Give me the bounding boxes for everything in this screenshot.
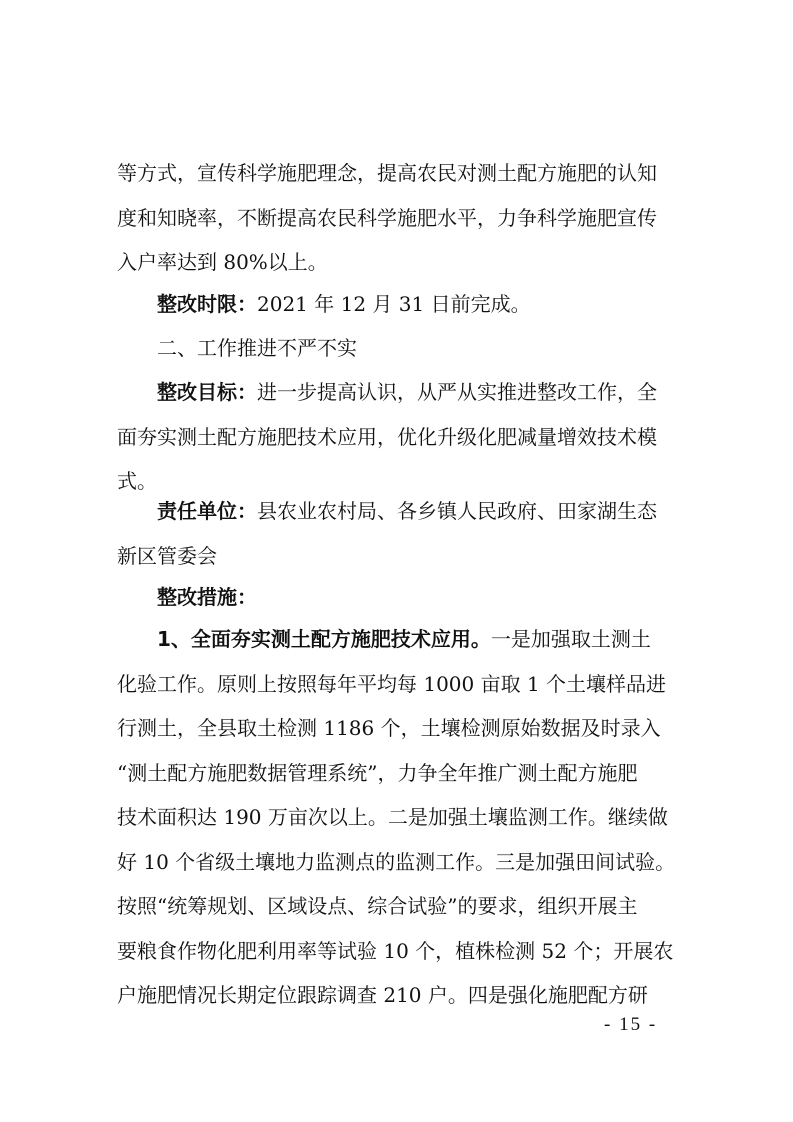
text-line (117, 489, 679, 534)
text-line: 式。 (117, 469, 157, 493)
goal-text: 进一步提高认识，从严从实推进整改工作，全 (257, 380, 657, 404)
text-line (117, 617, 679, 662)
section-title: 二、工作推进不严不实 (157, 336, 357, 360)
measures-label: 整改措施： (157, 585, 257, 609)
text-line (117, 370, 679, 415)
measure-one-text: 一是加强取土测土 (490, 627, 651, 651)
section-two-heading (117, 326, 679, 371)
text-line: 度和知晓率，不断提高农民科学施肥水平，力争科学施肥宣传 (117, 205, 657, 230)
text-line: 入户率达到 80%以上。 (117, 250, 328, 274)
text-line: 按照“统筹规划、区域设点、综合试验”的要求，组织开展主 (117, 894, 638, 918)
text-line: 要粮食作物化肥利用率等试验 10 个，植株检测 52 个；开展农 (117, 938, 674, 963)
responsible-text: 县农业农村局、各乡镇人民政府、田家湖生态 (257, 499, 657, 523)
text-line: 化验工作。原则上按照每年平均每 1000 亩取 1 个土壤样品进 (117, 671, 667, 696)
text-line: 面夯实测土配方施肥技术应用，优化升级化肥减量增效技术模 (117, 424, 657, 449)
page-number: - 15 - (604, 1014, 658, 1035)
measures-heading (117, 575, 679, 620)
intro-paragraph (117, 151, 679, 285)
text-line: 行测土，全县取土检测 1186 个，土壤检测原始数据及时录入 (117, 716, 661, 740)
text-line: 技术面积达 190 万亩次以上。二是加强土壤监测工作。继续做 (117, 805, 668, 829)
text-line: 好 10 个省级土壤地力监测点的监测工作。三是加强田间试验。 (117, 849, 676, 874)
text-line (117, 282, 679, 327)
goal-label: 整改目标： (157, 380, 257, 404)
measure-one-title: 1、全面夯实测土配方施肥技术应用。 (157, 627, 491, 651)
text-line: 户施肥情况长期定位跟踪调查 210 户。四是强化施肥配方研 (117, 983, 648, 1007)
measure-one-paragraph (117, 617, 679, 1018)
text-line: “测土配方施肥数据管理系统”，力争全年推广测土配方施肥 (117, 760, 638, 785)
responsible-paragraph (117, 489, 679, 578)
text-line: 等方式，宣传科学施肥理念，提高农民对测土配方施肥的认知 (117, 161, 657, 185)
deadline-text: 2021 年 12 月 31 日前完成。 (257, 292, 531, 316)
text-line: 新区管委会 (117, 543, 217, 568)
deadline-paragraph (117, 282, 679, 327)
goal-paragraph (117, 370, 679, 504)
responsible-label: 责任单位： (157, 499, 257, 523)
deadline-label: 整改时限： (157, 292, 257, 316)
